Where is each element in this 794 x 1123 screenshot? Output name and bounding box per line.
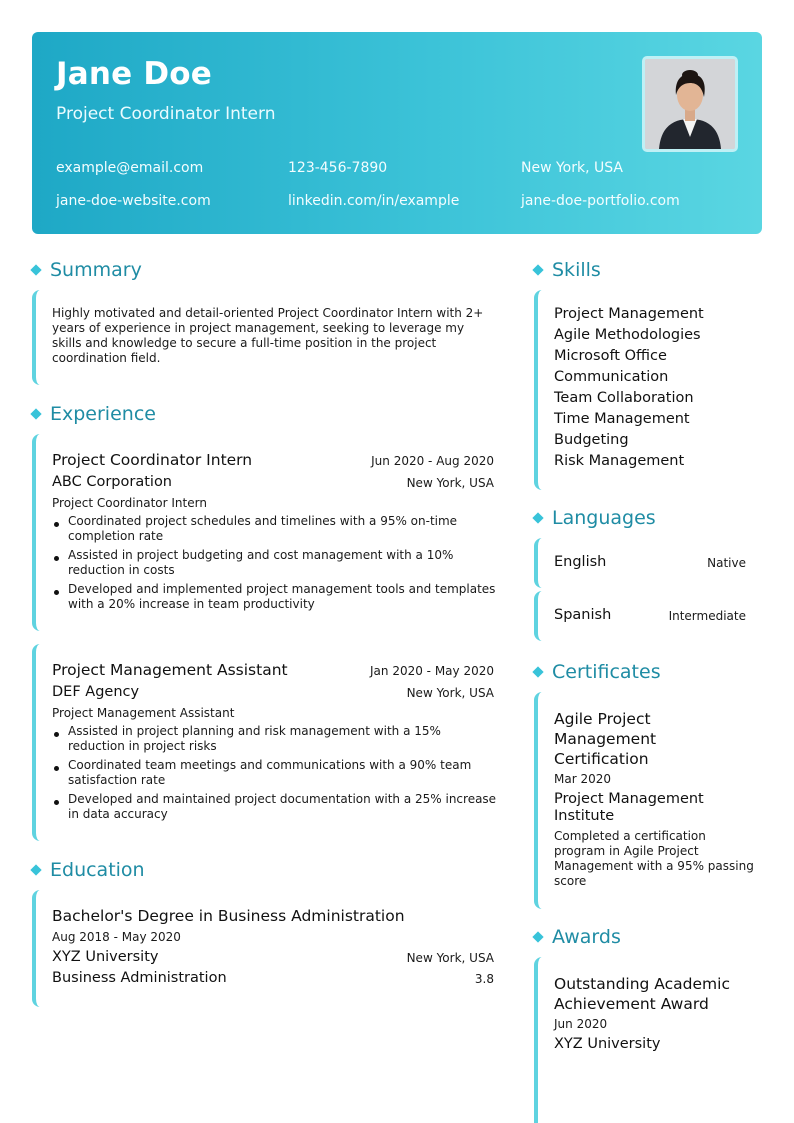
field-of-study: Business Administration xyxy=(52,970,227,986)
awards-heading: Awards xyxy=(532,926,621,948)
person-portrait-icon xyxy=(645,59,735,149)
company-name: DEF Agency xyxy=(52,684,140,700)
list-item: Risk Management xyxy=(554,453,685,469)
education-heading: Education xyxy=(30,859,145,881)
language-name: Spanish xyxy=(554,607,612,623)
language-level: Intermediate xyxy=(668,609,746,623)
job-role: Project Coordinator Intern xyxy=(52,451,253,469)
certificate-card xyxy=(534,692,762,909)
achievement-list xyxy=(52,514,498,616)
job-location: New York, USA xyxy=(406,686,494,700)
list-item: Communication xyxy=(554,369,669,385)
list-item: Developed and maintained project documentation with a 25% increase in data accuracy xyxy=(52,792,498,822)
languages-heading: Languages xyxy=(532,507,656,529)
certificate-issuer: Project Management Institute xyxy=(554,791,704,824)
diamond-bullet-icon xyxy=(30,408,41,419)
summary-heading: Summary xyxy=(30,259,142,281)
certificate-title: Agile Project Management Certification xyxy=(554,710,657,768)
website-link[interactable]: jane-doe-website.com xyxy=(56,193,211,209)
diamond-bullet-icon xyxy=(532,264,543,275)
job-dates: Jun 2020 - Aug 2020 xyxy=(371,454,494,468)
summary-text: Highly motivated and detail-oriented Project Coordinator Intern with 2+ years of experience in project management, seeking to leverage my skills and knowledge to secure a full-time position in the project coordination field. xyxy=(52,306,484,365)
resume-header xyxy=(32,32,762,234)
language-level: Native xyxy=(707,556,746,570)
job-location: New York, USA xyxy=(406,476,494,490)
language-item xyxy=(534,538,762,588)
diamond-bullet-icon xyxy=(532,931,543,942)
school-location: New York, USA xyxy=(406,951,494,965)
award-card xyxy=(534,957,762,1123)
award-date: Jun 2020 xyxy=(554,1017,608,1031)
diamond-bullet-icon xyxy=(532,512,543,523)
candidate-name: Jane Doe xyxy=(56,56,212,92)
list-item: Microsoft Office xyxy=(554,348,667,364)
list-item: Coordinated team meetings and communications with a 90% team satisfaction rate xyxy=(52,758,498,788)
job-role: Project Management Assistant xyxy=(52,661,288,679)
location-text: New York, USA xyxy=(521,160,623,176)
skills-heading: Skills xyxy=(532,259,601,281)
job-subtitle: Project Management Assistant xyxy=(52,706,235,720)
list-item: Assisted in project planning and risk management with a 15% reduction in project risks xyxy=(52,724,498,754)
education-dates: Aug 2018 - May 2020 xyxy=(52,930,181,944)
linkedin-link[interactable]: linkedin.com/in/example xyxy=(288,193,460,209)
experience-item xyxy=(32,434,498,631)
diamond-bullet-icon xyxy=(30,864,41,875)
email-link[interactable]: example@email.com xyxy=(56,160,204,176)
school-name: XYZ University xyxy=(52,949,159,965)
diamond-bullet-icon xyxy=(532,666,543,677)
certificate-date: Mar 2020 xyxy=(554,772,611,786)
list-item: Project Management xyxy=(554,306,704,322)
list-item: Assisted in project budgeting and cost management with a 10% reduction in costs xyxy=(52,548,498,578)
portfolio-link[interactable]: jane-doe-portfolio.com xyxy=(521,193,680,209)
list-item: Budgeting xyxy=(554,432,629,448)
skills-list xyxy=(554,304,704,472)
summary-card xyxy=(32,290,498,385)
phone-number[interactable]: 123-456-7890 xyxy=(288,160,388,176)
list-item: Time Management xyxy=(554,411,690,427)
language-item xyxy=(534,591,762,641)
list-item: Team Collaboration xyxy=(554,390,694,406)
education-card xyxy=(32,890,498,1007)
experience-item xyxy=(32,644,498,841)
award-issuer: XYZ University xyxy=(554,1036,661,1052)
job-dates: Jan 2020 - May 2020 xyxy=(370,664,494,678)
award-title: Outstanding Academic Achievement Award xyxy=(554,975,730,1013)
diamond-bullet-icon xyxy=(30,264,41,275)
achievement-list xyxy=(52,724,498,826)
certificates-heading: Certificates xyxy=(532,661,661,683)
experience-heading: Experience xyxy=(30,403,156,425)
profile-photo xyxy=(642,56,738,152)
language-name: English xyxy=(554,554,607,570)
gpa-value: 3.8 xyxy=(474,972,494,986)
job-subtitle: Project Coordinator Intern xyxy=(52,496,207,510)
list-item: Agile Methodologies xyxy=(554,327,701,343)
certificate-description: Completed a certification program in Agile Project Management with a 95% passing score xyxy=(554,829,754,888)
list-item: Coordinated project schedules and timelines with a 95% on-time completion rate xyxy=(52,514,498,544)
degree-title: Bachelor's Degree in Business Administration xyxy=(52,907,405,925)
skills-card xyxy=(534,290,762,490)
company-name: ABC Corporation xyxy=(52,474,173,490)
candidate-title: Project Coordinator Intern xyxy=(56,104,276,124)
list-item: Developed and implemented project management tools and templates with a 20% increase in team productivity xyxy=(52,582,498,612)
